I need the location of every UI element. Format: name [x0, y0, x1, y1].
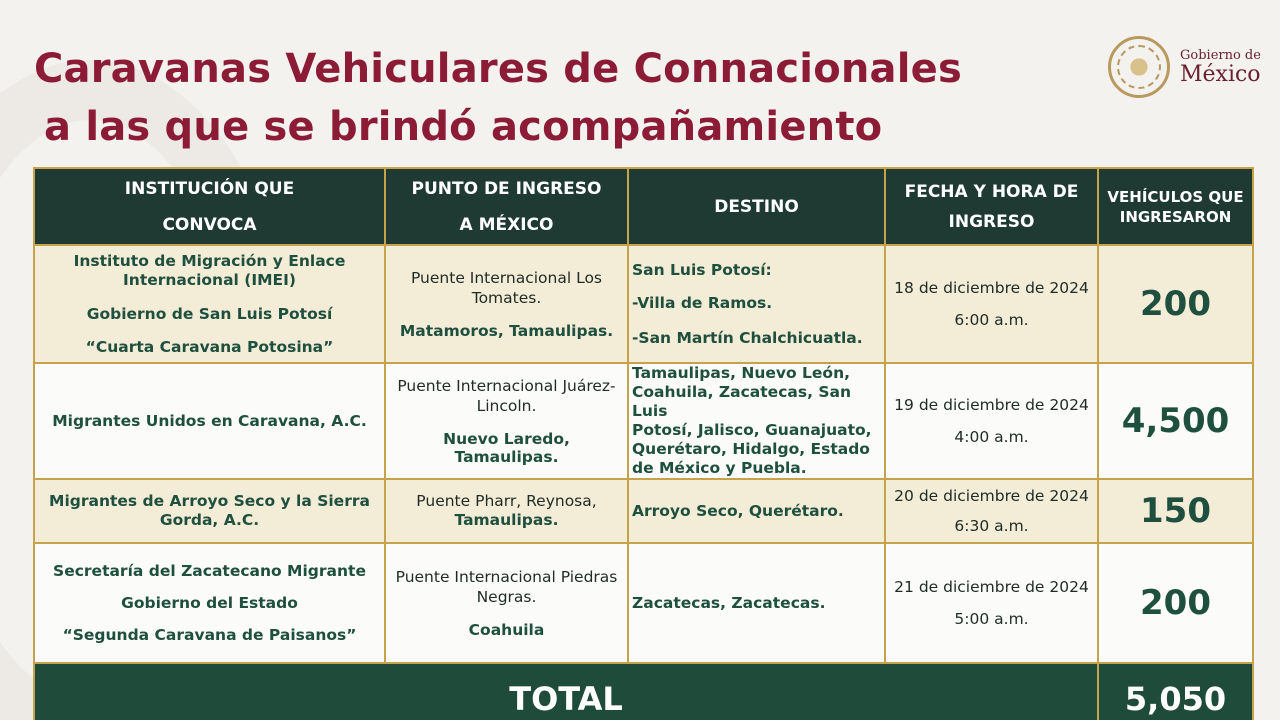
table-row: [34, 479, 1253, 543]
title-line-2: a las que se brindó acompañamiento: [44, 104, 883, 150]
cell-punto-ingreso: Puente Internacional Juárez- Lincoln. Nuevo Laredo, Tamaulipas.: [385, 363, 628, 479]
cell-vehiculos: 150: [1098, 479, 1253, 543]
cell-punto-ingreso: Puente Internacional Piedras Negras. Coahuila: [385, 543, 628, 663]
header-vehiculos: VEHÍCULOS QUE INGRESARON: [1098, 168, 1253, 245]
cell-institucion: Migrantes de Arroyo Seco y la Sierra Gorda, A.C.: [34, 479, 385, 543]
cell-punto-ingreso: Puente Internacional Los Tomates. Matamoros, Tamaulipas.: [385, 245, 628, 363]
table-row: [34, 245, 1253, 363]
total-value: 5,050: [1098, 663, 1253, 720]
title-line-1: Caravanas Vehiculares de Connacionales: [34, 46, 962, 92]
cell-punto-ingreso: Puente Pharr, Reynosa, Tamaulipas.: [385, 479, 628, 543]
cell-institucion: Migrantes Unidos en Caravana, A.C.: [34, 363, 385, 479]
table-row: [34, 543, 1253, 663]
cell-institucion: Instituto de Migración y Enlace Internacional (IMEI) Gobierno de San Luis Potosí “Cuarta Caravana Potosina”: [34, 245, 385, 363]
gobierno-mexico-logo: [1108, 36, 1280, 98]
cell-fecha: 20 de diciembre de 2024 6:30 a.m.: [885, 479, 1098, 543]
cell-institucion: Secretaría del Zacatecano Migrante Gobierno del Estado “Segunda Caravana de Paisanos”: [34, 543, 385, 663]
header-fecha: FECHA Y HORA DE INGRESO: [885, 168, 1098, 245]
cell-fecha: 18 de diciembre de 2024 6:00 a.m.: [885, 245, 1098, 363]
cell-vehiculos: 4,500: [1098, 363, 1253, 479]
logo-line-1: Gobierno de: [1180, 47, 1261, 63]
caravanas-table: [33, 167, 1254, 720]
cell-destino: Tamaulipas, Nuevo León, Coahuila, Zacatecas, San Luis Potosí, Jalisco, Guanajuato, Querétaro, Hidalgo, Estado de México y Puebla.: [628, 363, 885, 479]
cell-destino: San Luis Potosí: -Villa de Ramos. -San Martín Chalchicuatla.: [628, 245, 885, 363]
table-row: [34, 363, 1253, 479]
header-punto-ingreso: PUNTO DE INGRESO A MÉXICO: [385, 168, 628, 245]
cell-destino: Arroyo Seco, Querétaro.: [628, 479, 885, 543]
header-institucion: INSTITUCIÓN QUE CONVOCA: [34, 168, 385, 245]
total-label: TOTAL: [34, 663, 1098, 720]
cell-fecha: 21 de diciembre de 2024 5:00 a.m.: [885, 543, 1098, 663]
cell-destino: Zacatecas, Zacatecas.: [628, 543, 885, 663]
cell-vehiculos: 200: [1098, 245, 1253, 363]
header-destino: DESTINO: [628, 168, 885, 245]
logo-line-2: México: [1180, 61, 1261, 87]
cell-fecha: 19 de diciembre de 2024 4:00 a.m.: [885, 363, 1098, 479]
cell-vehiculos: 200: [1098, 543, 1253, 663]
table-header-row: [34, 168, 1253, 245]
total-row: [34, 663, 1253, 720]
national-seal-icon: [1108, 36, 1170, 98]
page-title: [34, 40, 962, 156]
